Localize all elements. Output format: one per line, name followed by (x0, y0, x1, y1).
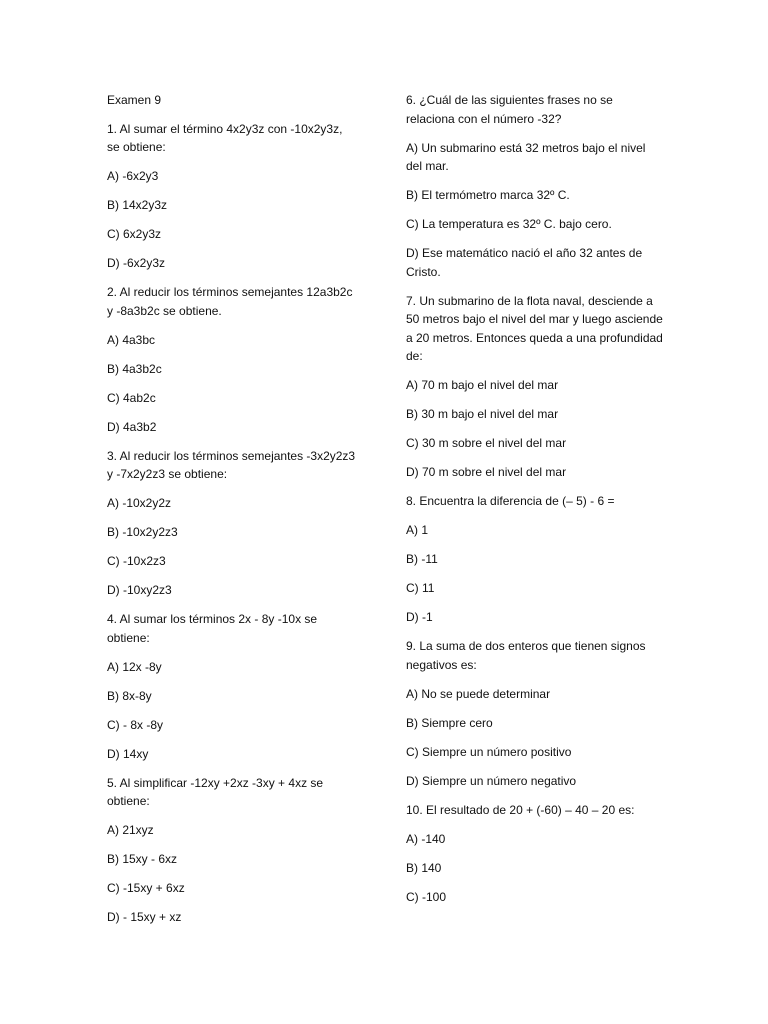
question-5 (107, 774, 357, 927)
option-c: C) 30 m sobre el nivel del mar (406, 436, 567, 450)
option-c: C) La temperatura es 32º C. bajo cero. (406, 217, 612, 231)
option-b: B) El termómetro marca 32º C. (406, 188, 570, 202)
option-d: D) - 15xy + xz (107, 910, 182, 924)
option-d: D) Siempre un número negativo (406, 773, 577, 788)
option-a: A) -10x2y2z (107, 496, 172, 510)
option-a: A) -6x2y3 (107, 169, 159, 183)
question-8 (406, 492, 664, 627)
question-text: 9. La suma de dos enteros que tienen signos negativos es: (406, 639, 646, 672)
question-text: 1. Al sumar el término 4x2y3z con -10x2y3z, se obtiene: (107, 121, 343, 154)
option-a: A) No se puede determinar (406, 686, 551, 701)
question-text: 5. Al simplificar -12xy +2xz -3xy + 4xz se obtiene: (107, 775, 324, 808)
option-c: C) Siempre un número positivo (406, 744, 572, 759)
option-c: C) -100 (406, 889, 447, 904)
option-b: B) 14x2y3z (107, 198, 168, 212)
option-b: B) 30 m bajo el nivel del mar (406, 407, 559, 421)
left-column (107, 91, 357, 937)
question-7 (406, 292, 664, 482)
option-d: D) -1 (406, 610, 433, 624)
option-a: A) 21xyz (107, 823, 154, 837)
question-text: 8. Encuentra la diferencia de (– 5) - 6 = (406, 494, 615, 508)
option-b: B) 8x-8y (107, 688, 152, 703)
option-c: C) - 8x -8y (107, 717, 164, 732)
option-b: B) 140 (406, 860, 442, 875)
option-a: A) -140 (406, 831, 446, 846)
option-a: A) Un submarino está 32 metros bajo el nivel del mar. (406, 140, 646, 173)
question-text: 6. ¿Cuál de las siguientes frases no se relaciona con el número -32? (406, 93, 613, 126)
option-a: A) 1 (406, 523, 429, 537)
option-d: D) 4a3b2 (107, 419, 157, 434)
option-d: D) -6x2y3z (107, 256, 166, 270)
question-4 (107, 610, 357, 763)
option-d: D) Ese matemático nació el año 32 antes de Cristo. (406, 246, 643, 279)
question-text: 10. El resultado de 20 + (-60) – 40 – 20 es: (406, 802, 635, 817)
option-b: B) -11 (406, 552, 438, 566)
option-d: D) 70 m sobre el nivel del mar (406, 465, 567, 479)
option-c: C) -15xy + 6xz (107, 881, 185, 895)
option-c: C) 4ab2c (107, 390, 156, 405)
question-3 (107, 447, 357, 600)
option-d: D) -10xy2z3 (107, 583, 172, 597)
question-1 (107, 120, 357, 273)
question-9 (406, 637, 664, 790)
right-column (406, 91, 664, 917)
question-text: 3. Al reducir los términos semejantes -3x2y2z3 y -7x2y2z3 se obtiene: (107, 448, 356, 481)
option-b: B) -10x2y2z3 (107, 525, 178, 539)
question-10 (406, 801, 664, 907)
option-a: A) 70 m bajo el nivel del mar (406, 378, 559, 392)
question-text: 2. Al reducir los términos semejantes 12a3b2c y -8a3b2c se obtiene. (107, 285, 353, 318)
option-c: C) 6x2y3z (107, 227, 162, 241)
option-d: D) 14xy (107, 746, 149, 761)
question-text: 4. Al sumar los términos 2x - 8y -10x se obtiene: (107, 612, 318, 645)
option-a: A) 12x -8y (107, 659, 162, 674)
option-b: B) Siempre cero (406, 715, 493, 730)
option-c: C) 11 (406, 581, 435, 595)
exam-title: Examen 9 (107, 93, 162, 107)
question-2 (107, 283, 357, 436)
option-b: B) 15xy - 6xz (107, 852, 178, 866)
option-b: B) 4a3b2c (107, 361, 162, 376)
question-6 (406, 91, 664, 281)
option-c: C) -10x2z3 (107, 554, 166, 568)
option-a: A) 4a3bc (107, 332, 156, 347)
question-text: 7. Un submarino de la flota naval, desciende a 50 metros bajo el nivel del mar y luego asciende a 20 metros. Entonces queda a una profundidad de: (406, 293, 663, 363)
